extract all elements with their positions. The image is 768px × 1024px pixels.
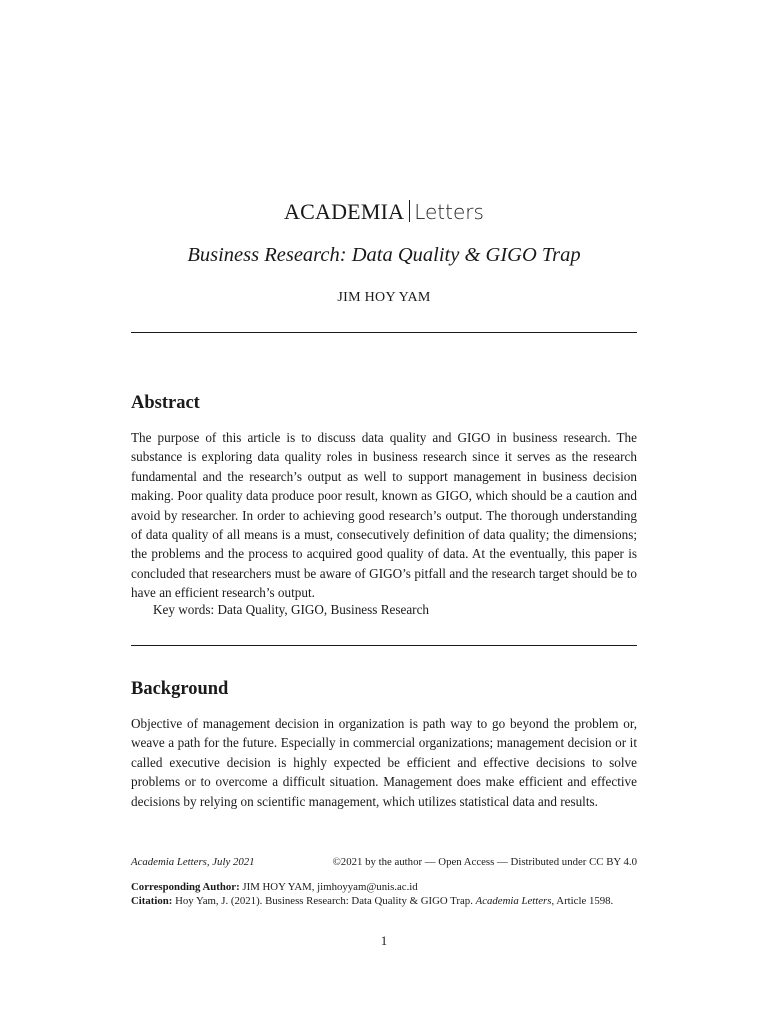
citation-article: , Article 1598.: [551, 895, 614, 907]
paper-page: [131, 0, 637, 1024]
corresponding-label: Corresponding Author:: [131, 881, 240, 893]
masthead-brand: ACADEMIA: [284, 199, 405, 224]
keywords: Key words: Data Quality, GIGO, Business Research: [153, 602, 430, 617]
background-heading: Background: [131, 679, 229, 699]
masthead-section: Letters: [414, 200, 484, 224]
citation-journal: Academia Letters: [475, 895, 552, 907]
abstract-text: The purpose of this article is to discuss data quality and GIGO in business research. The substance is exploring data quality roles in business research since it serves as the research fundamental and the research’s output as well to support management in business decision making. Poor quality data produce poor result, known as GIGO, which should be a caution and avoid by researcher. In order to achieving good research’s output. The thorough understanding of data quality of all means is a must, consecutively definition of data quality; the dimensions; the problems and the process to acquired good quality of data. At the eventually, this paper is concluded that researchers must be aware of GIGO’s pitfall and the research target should be to have an efficient research’s output.: [131, 430, 637, 601]
corresponding-author: [131, 880, 418, 894]
rule-top: [131, 332, 637, 333]
page-number: 1: [380, 933, 388, 948]
masthead: [131, 198, 637, 226]
footer-license: ©2021 by the author — Open Access — Distributed under CC BY 4.0: [332, 856, 637, 868]
footer-journal-date: Academia Letters, July 2021: [131, 856, 255, 868]
paper-title: Business Research: Data Quality & GIGO Trap: [187, 244, 581, 266]
abstract-heading: Abstract: [131, 393, 200, 413]
footer-row: [131, 855, 637, 869]
background-text: Objective of management decision in organization is path way to go beyond the problem or, weave a path for the future. Especially in commercial organizations; management decision or it called executive decision is highly expected be efficient and effective decisions to solve problems or to overcome a difficult situation. Management does make efficient and effective decisions by relying on scientific management, which utilizes statistical data and results.: [131, 716, 637, 809]
citation: [131, 894, 613, 908]
corresponding-value: JIM HOY YAM, jimhoyyam@unis.ac.id: [242, 881, 418, 893]
citation-text: Hoy Yam, J. (2021). Business Research: Data Quality & GIGO Trap.: [175, 895, 473, 907]
citation-label: Citation:: [131, 895, 173, 907]
paper-author: JIM HOY YAM: [337, 290, 431, 305]
masthead-divider: [409, 200, 410, 222]
rule-middle: [131, 645, 637, 646]
